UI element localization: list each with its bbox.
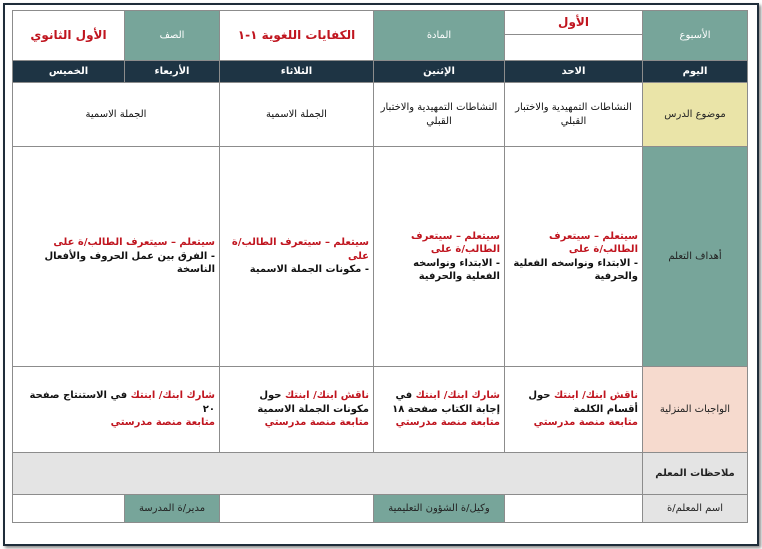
objectives-intro: سيتعلم – سيتعرف الطالب/ة على: [548, 230, 638, 255]
homework-mon-red: شارك ابنك/ ابنتك: [415, 390, 500, 402]
objectives-intro: سيتعلم – سيتعرف الطالب/ة على: [231, 237, 369, 262]
homework-sun-red: ناقش ابنك/ ابنتك: [553, 390, 638, 402]
grade-value: الأول الثانوي: [13, 11, 125, 61]
subject-value: الكفايات اللغوية ١-١: [220, 11, 374, 61]
objectives-intro: سيتعلم – سيتعرف الطالب/ة على: [410, 230, 500, 255]
topic-wed-thu: الجملة الاسمية: [13, 83, 220, 147]
homework-follow: متابعة منصة مدرستي: [533, 417, 638, 429]
homework-sun: [505, 367, 643, 453]
week-label: الأسبوع: [643, 11, 748, 61]
deputy-name-field[interactable]: [220, 495, 374, 523]
objectives-wed-thu: [13, 147, 220, 367]
teacher-name-field[interactable]: [505, 495, 643, 523]
homework-wed-thu: [13, 367, 220, 453]
homework-wedthu-rest: في الاستنتاج صفحة ٢٠: [29, 390, 215, 415]
homework-wedthu-red: شارك ابنك/ ابنتك: [130, 390, 215, 402]
objectives-tue-text: - مكونات الجملة الاسمية: [249, 264, 369, 276]
homework-follow: متابعة منصة مدرستي: [395, 417, 500, 429]
objectives-sun-text: - الابتداء ونواسخه الفعلية والحرفية: [513, 257, 638, 282]
objectives-wedthu-text: - الفرق بين عمل الحروف والأفعال الناسخة: [44, 250, 215, 276]
homework-mon: [374, 367, 505, 453]
topic-tue: الجملة الاسمية: [220, 83, 374, 147]
homework-sun-rest: حول أقسام الكلمة: [528, 390, 638, 415]
day-label: اليوم: [643, 61, 748, 83]
homework-follow: متابعة منصة مدرستي: [110, 417, 215, 429]
day-sun: الاحد: [505, 61, 643, 83]
day-tue: الثلاثاء: [220, 61, 374, 83]
homework-label: الواجبات المنزلية: [643, 367, 748, 453]
homework-tue: [220, 367, 374, 453]
teacher-label: اسم المعلم/ة: [643, 495, 748, 523]
topic-sun: النشاطات التمهيدية والاختبار القبلي: [505, 83, 643, 147]
grade-label: الصف: [125, 11, 220, 61]
day-wed: الأربعاء: [125, 61, 220, 83]
objectives-mon: [374, 147, 505, 367]
objectives-mon-text: - الابتداء ونواسخه الفعلية والحرفية: [413, 257, 500, 282]
objectives-label: أهداف التعلم: [643, 147, 748, 367]
week-value-blank: [505, 35, 643, 61]
notes-area[interactable]: [13, 453, 643, 495]
objectives-intro: سيتعلم – سيتعرف الطالب/ة على: [53, 237, 215, 249]
objectives-tue: [220, 147, 374, 367]
week-value: الأول: [505, 11, 643, 35]
notes-label: ملاحظات المعلم: [643, 453, 748, 495]
homework-tue-rest: حول مكونات الجملة الاسمية: [257, 390, 369, 415]
objectives-sun: [505, 147, 643, 367]
weekly-plan-table: [12, 10, 748, 523]
subject-label: المادة: [374, 11, 505, 61]
day-thu: الخميس: [13, 61, 125, 83]
deputy-label: وكيل/ة الشؤون التعليمية: [374, 495, 505, 523]
topic-mon: النشاطات التمهيدية والاختبار القبلي: [374, 83, 505, 147]
homework-follow: متابعة منصة مدرستي: [264, 417, 369, 429]
topic-label: موضوع الدرس: [643, 83, 748, 147]
homework-mon-rest: في إجابة الكتاب صفحة ١٨: [392, 390, 500, 415]
homework-tue-red: ناقش ابنك/ ابنتك: [284, 390, 369, 402]
day-mon: الإثنين: [374, 61, 505, 83]
principal-name-field[interactable]: [13, 495, 125, 523]
principal-label: مدير/ة المدرسة: [125, 495, 220, 523]
